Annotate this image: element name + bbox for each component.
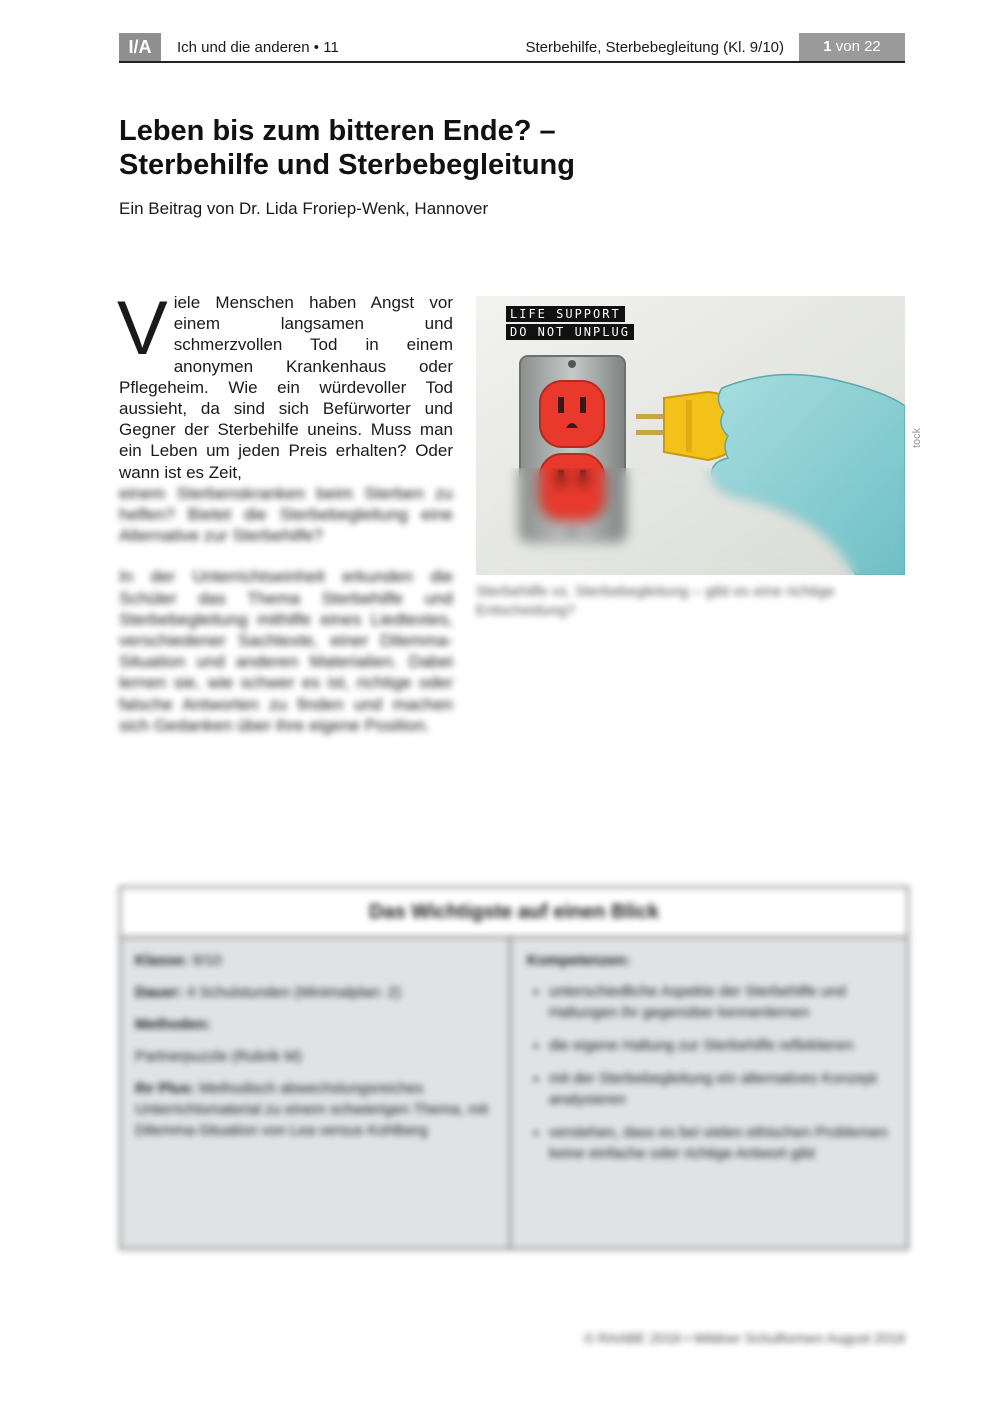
page-total: von 22 — [831, 38, 881, 55]
plus-row — [135, 1078, 495, 1141]
summary-box-title: Das Wichtigste auf einen Blick — [121, 888, 907, 938]
intro-visible-text: iele Menschen haben Angst vor einem langsamen und schmerzvollen Tod in einem anonymen Krankenhaus oder Pflegeheim. Wie ein würdevoller Tod aussieht, da sind sich Befürworter und Gegner der Sterbehilfe uneins. Muss man ein Leben um jeden Preis erhalten? Oder wann ist es Zeit, — [119, 293, 453, 482]
series-title — [177, 33, 339, 63]
plus-value: Methodisch abwechslungsreiches Unterrichtsmaterial zu einem schwierigen Thema, mit Dilemma-Situation von Lea versus Kohlberg — [135, 1080, 489, 1139]
photo-caption: Sterbehilfe vs. Sterbebegleitung – gibt es eine richtige Entscheidung? — [476, 583, 835, 619]
intro-paragraph — [117, 286, 453, 483]
photo-blur-overlay — [476, 468, 905, 575]
issue-number: 11 — [323, 39, 339, 56]
series-bullet: • — [313, 39, 320, 56]
page-indicator — [799, 33, 905, 61]
kompetenz-item: • die eigene Haltung zur Sterbehilfe reflektieren — [549, 1035, 893, 1056]
page-title — [119, 114, 575, 182]
section-badge: I/A — [119, 33, 161, 61]
series-name: Ich und die anderen — [177, 39, 310, 56]
intro-column — [117, 286, 453, 736]
kompetenzen-label: Kompetenzen: — [527, 952, 631, 969]
photo-credit: tock — [911, 427, 923, 448]
methoden-value: Partnerpuzzle (Rubrik M) — [135, 1048, 302, 1065]
intro-paragraph-2: In der Unterrichtseinheit erkunden die Schüler das Thema Sterbehilfe und Sterbebegleitung mithilfe eines Liedtextes, verschiedener Sachtexte, einer Dilemma-Situation und anderen Materialien. Dabei lernen sie, wie schwer es ist, richtige oder falsche Antworten zu finden und machen sich Gedanken über ihre eigene Position. — [119, 567, 453, 735]
title-line-1: Leben bis zum bitteren Ende? – — [119, 115, 556, 147]
summary-box — [119, 886, 909, 1250]
summary-box-right — [513, 938, 907, 1248]
author-byline: Ein Beitrag von Dr. Lida Froriep-Wenk, Hannover — [119, 199, 489, 218]
topic-title: Sterbehilfe, Sterbebegleitung (Kl. 9/10) — [525, 39, 784, 56]
cover-photo — [476, 296, 905, 575]
page-header — [119, 33, 905, 63]
title-line-2: Sterbehilfe und Sterbebegleitung — [119, 149, 575, 181]
klasse-row — [135, 950, 495, 971]
label-do-not-unplug: DO NOT UNPLUG — [506, 324, 634, 340]
copyright-footer: © RAABE 2018 • Wildner Schulformen August 2018 — [583, 1330, 905, 1346]
klasse-label: Klasse: — [135, 952, 189, 969]
kompetenzen-list — [527, 981, 893, 1164]
dauer-label: Dauer: — [135, 984, 183, 1001]
kompetenz-item: • verstehen, dass es bei vielen ethischen Problemen keine einfache oder richtige Antwort gibt — [549, 1122, 893, 1164]
methoden-label: Methoden: — [135, 1016, 211, 1033]
plus-label: Ihr Plus: — [135, 1080, 196, 1097]
label-life-support: LIFE SUPPORT — [506, 306, 625, 322]
methoden-row — [135, 1014, 495, 1035]
kompetenz-item: • mit der Sterbebegleitung ein alternatives Konzept analysieren — [549, 1068, 893, 1110]
summary-box-left — [121, 938, 511, 1248]
kompetenz-item: • unterschiedliche Aspekte der Sterbehilfe und Haltungen ihr gegenüber kennenlernen — [549, 981, 893, 1023]
dauer-row — [135, 982, 495, 1003]
blurred-text-region — [119, 483, 453, 736]
page-current: 1 — [823, 38, 832, 55]
klasse-value: 9/10 — [192, 952, 222, 969]
dauer-value: 4 Schulstunden (Minimalplan: 2) — [186, 984, 401, 1001]
drop-cap: V — [117, 286, 168, 371]
intro-blurred-text: einem Sterbenskranken beim Sterben zu helfen? Bietet die Sterbebegleitung eine Alternative zur Sterbehilfe? — [119, 483, 453, 546]
